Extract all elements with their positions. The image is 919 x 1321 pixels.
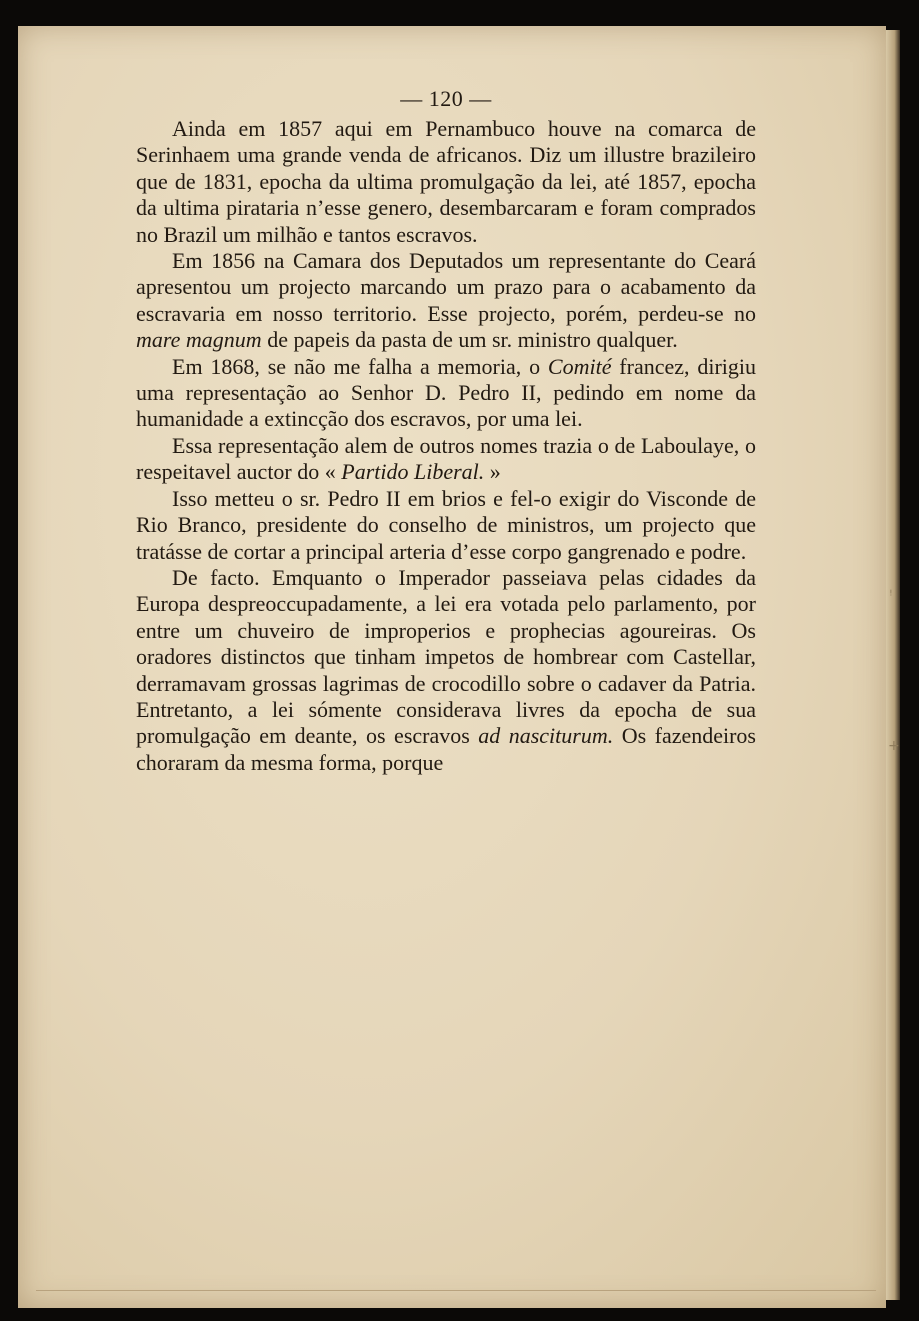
paragraph-text: Ainda em 1857 aqui em Pernambuco houve na comarca de Serinhaem uma grande venda de africanos. Diz um illustre brazileiro que de 1831, epocha da ultima promulgação da lei, até 1857, epocha da ultima pirataria n’esse genero, desembarcaram e foram comprados no Brazil um milhão e tantos escravos.	[136, 116, 756, 247]
page-text	[136, 86, 756, 776]
italic-text: mare magnum	[136, 327, 262, 353]
paragraph	[136, 486, 756, 565]
page-edge	[886, 30, 900, 1300]
paragraph	[136, 565, 756, 776]
paragraph-text: Em 1868, se não me falha a memoria, o	[172, 353, 548, 379]
paragraph	[136, 354, 756, 433]
paragraph-text: francez, dirigiu uma representação ao Senhor D. Pedro II, pedindo em nome da humanidade a extincção dos escravos, por uma lei.	[136, 353, 756, 432]
page-number: — 120 —	[400, 86, 492, 111]
paragraph	[136, 248, 756, 354]
paragraph-text: De facto. Emquanto o Imperador passeiava pelas cidades da Europa despreoccupadamente, a lei era votada pelo parlamento, por entre um chuveiro de improperios e prophecias agoureiras. Os oradores distinctos que tinham impetos de hombrear com Castellar, derramavam grossas lagrimas de crocodillo sobre o cadaver da Patria. Entretanto, a lei sómente considerava livres da epocha de sua promulgação em deante, os escravos	[136, 564, 756, 749]
paragraph-text: de papeis da pasta de um sr. ministro qualquer.	[261, 327, 678, 353]
paragraph-text: Em 1856 na Camara dos Deputados um representante do Ceará apresentou um projecto marcando um prazo para o acabamento da escravaria em nosso territorio. Esse projecto, porém, perdeu-se no	[136, 248, 756, 326]
paragraphs	[136, 116, 756, 776]
paragraph	[136, 433, 756, 486]
italic-text: Comité	[547, 353, 612, 379]
paragraph-text: Os fazendeiros choraram da mesma forma, porque	[136, 723, 756, 775]
margin-mark: +	[888, 738, 900, 754]
paragraph-text: Isso metteu o sr. Pedro II em brios e fel-o exigir do Visconde de Rio Branco, presidente do conselho de ministros, um projecto que tratásse de cortar a principal arteria d’esse corpo gangrenado e podre.	[136, 485, 756, 564]
margin-mark: ꜝ	[889, 588, 893, 604]
italic-text: Partido Liberal.	[341, 459, 485, 485]
fold-line	[36, 1290, 876, 1291]
paragraph-text: Essa representação alem de outros nomes trazia o de Laboulaye, o respeitavel auctor do «	[136, 432, 756, 485]
paragraph-text: »	[484, 459, 501, 485]
paragraph	[136, 116, 756, 248]
italic-text: ad nasciturum.	[478, 723, 614, 749]
